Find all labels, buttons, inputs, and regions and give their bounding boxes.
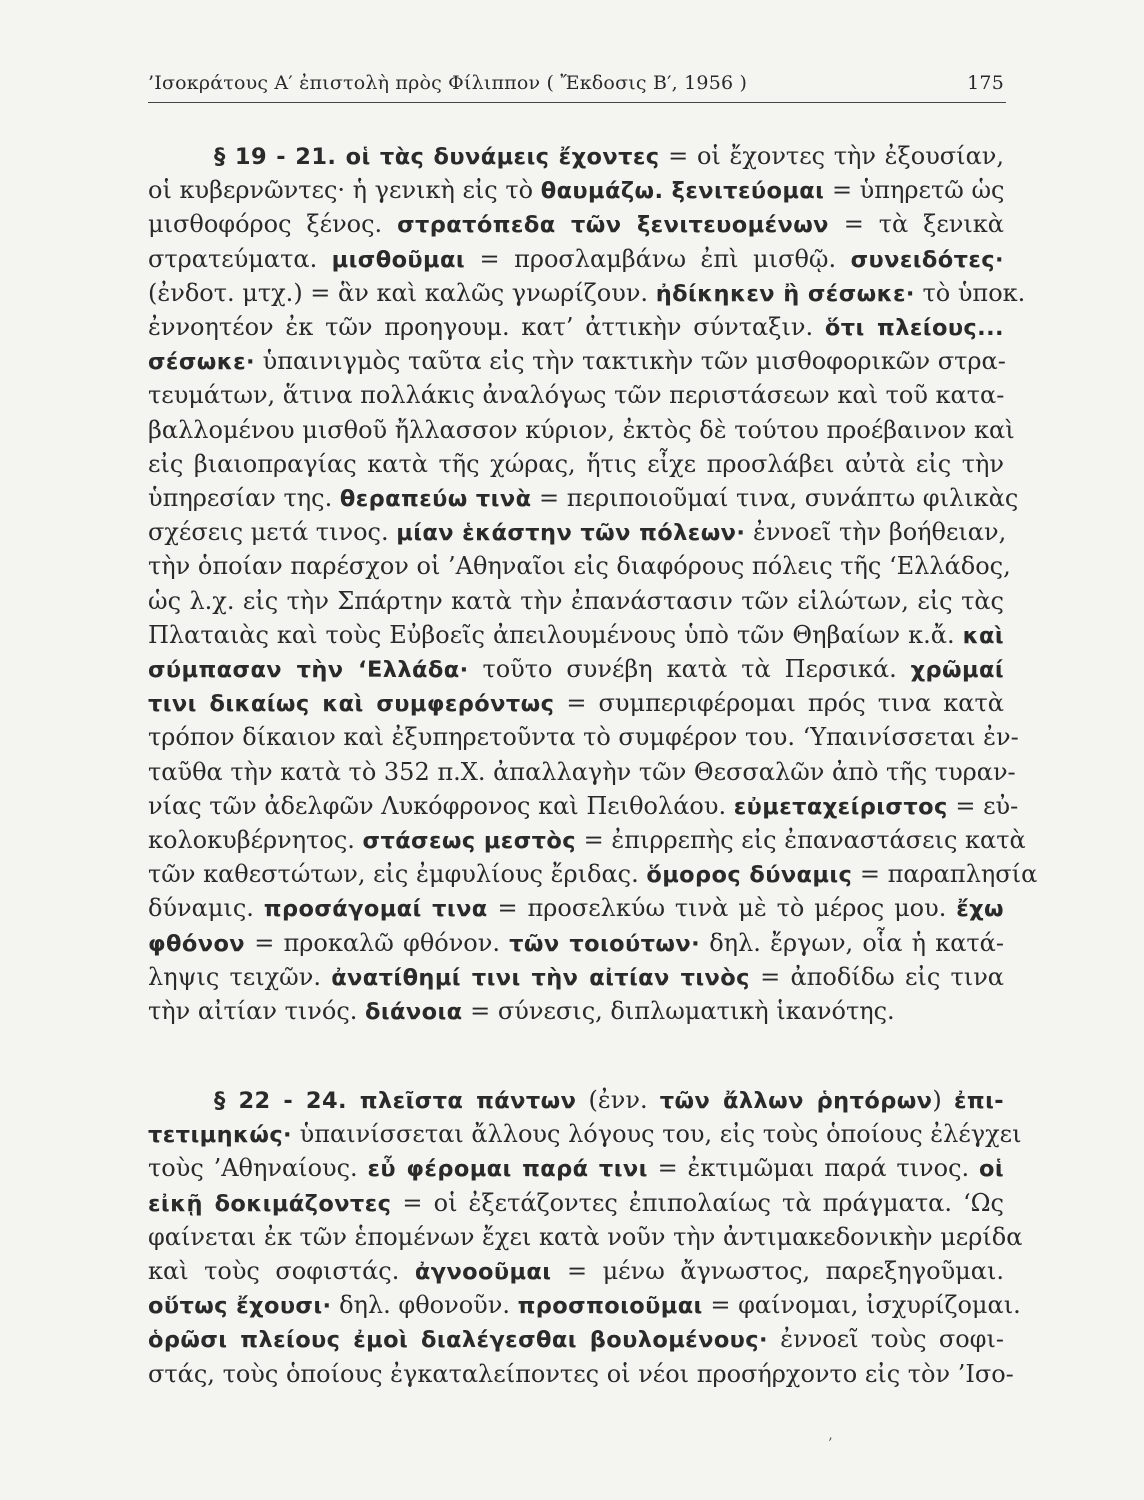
text-line: [148, 346, 1004, 376]
headword: μίαν ἑκάστην τῶν πόλεων·: [396, 520, 746, 547]
headword: ἀγνοοῦμαι: [414, 1259, 552, 1285]
headword: χρῶμαί: [910, 657, 1004, 683]
text-run: τὴν ὁποίαν παρέσχον οἱ ’Αθηναῖοι εἰς διαφόρους πόλεις τῆς ‘Ελλάδος,: [148, 552, 1011, 581]
text-line: [148, 278, 1026, 308]
text-line: [148, 654, 1004, 684]
header-rule: [148, 102, 1006, 103]
text-run: καὶ τοὺς σοφιστάς.: [148, 1257, 415, 1285]
text-run: ): [932, 1086, 954, 1114]
text-run: = ἀποδίδω εἰς τινα: [749, 962, 1004, 991]
text-line: [148, 859, 1038, 889]
headword: εἰκῇ δοκιμάζοντες: [148, 1190, 392, 1217]
headword: ἔχω: [956, 896, 1004, 923]
text-run: = οἱ ἐξετάζοντες ἐπιπολαίως τὰ πράγματα. ‘Ως: [391, 1188, 1004, 1217]
text-run: ὑπαινίσσεται ἄλλους λόγους του, εἰς τοὺς ὁποίους ἐλέγχει: [292, 1120, 1022, 1149]
text-run: σχέσεις μετά τινος.: [148, 518, 397, 547]
footer-mark: ’: [828, 1436, 833, 1452]
headword: § 22 - 24. πλεῖστα πάντων: [214, 1088, 577, 1114]
headword: τῶν ἄλλων ῥητόρων: [659, 1088, 933, 1114]
headword: ὁρῶσι πλείους ἐμοὶ διαλέγεσθαι βουλομένους·: [148, 1327, 768, 1354]
text-line: [148, 996, 1004, 1026]
text-line: [214, 1085, 1004, 1115]
text-line: [148, 1359, 1014, 1389]
text-run: = προκαλῶ φθόνον.: [245, 928, 510, 957]
text-run: δύναμις.: [148, 894, 264, 923]
text-line: [148, 244, 1004, 274]
text-line: [148, 1153, 1004, 1183]
text-line: [148, 380, 1004, 410]
text-run: = περιποιοῦμαί τινα, συνάπτω φιλικὰς: [531, 484, 1019, 512]
text-line: [148, 415, 1015, 445]
text-run: οἱ κυβερνῶντες· ἡ γενικὴ εἰς τὸ: [148, 176, 541, 205]
text-run: τοῦτο συνέβη κατὰ τὰ Περσικά.: [468, 655, 911, 683]
running-title: ’Ισοκράτους Α′ ἐπιστολὴ πρὸς Φίλιππον ( Ἔκδοσις Β′, 1956 ): [148, 72, 748, 94]
text-line: [148, 1119, 1022, 1149]
headword: ὅτι πλείους...: [824, 315, 1004, 341]
text-run: δηλ. φθονοῦν.: [331, 1291, 518, 1320]
text-run: εἰς βιαιοπραγίας κατὰ τῆς χώρας, ἥτις εἶχε προσλάβει αὐτὰ εἰς τὴν: [148, 449, 1004, 478]
text-line: [148, 928, 1004, 958]
text-line: [148, 209, 1004, 239]
text-run: τοὺς ’Αθηναίους.: [148, 1154, 368, 1183]
text-line: [148, 688, 1004, 718]
headword: προσποιοῦμαι: [517, 1293, 703, 1320]
text-run: κολοκυβέρνητος.: [148, 826, 363, 854]
headword: τετιμηκώς·: [148, 1122, 293, 1149]
text-run: (ἐνν.: [576, 1086, 660, 1114]
text-run: ληψις τειχῶν.: [148, 962, 332, 991]
text-run: στρατεύματα.: [148, 244, 332, 273]
text-run: = τὰ ξενικὰ: [828, 210, 1004, 239]
text-run: ὑπαινιγμὸς ταῦτα εἰς τὴν τακτικὴν τῶν μισθοφορικῶν στρα-: [254, 347, 1006, 376]
text-run: = σύνεσις, διπλωματικὴ ἱκανότης.: [462, 997, 895, 1025]
headword: τῶν τοιούτων·: [509, 930, 701, 957]
text-run: τὸ ὑποκ.: [914, 278, 1026, 307]
text-run: νίας τῶν ἀδελφῶν Λυκόφρονος καὶ Πειθολάου.: [148, 791, 734, 820]
text-run: δηλ. ἔργων, οἷα ἡ κατά-: [700, 928, 1004, 957]
text-run: ἐννοεῖ τοὺς σοφι-: [767, 1325, 1004, 1354]
text-line: [214, 141, 1004, 171]
headword: § 19 - 21. οἱ τὰς δυνάμεις ἔχοντες: [214, 144, 660, 170]
text-line: [148, 722, 1019, 752]
text-run: = ὑπηρετῶ ὡς: [824, 176, 1005, 205]
headword: θεραπεύω τινὰ: [339, 486, 532, 512]
text-line: [148, 449, 1004, 479]
text-line: [148, 825, 1026, 855]
headword: σέσωκε·: [148, 349, 255, 376]
text-run: = συμπεριφέρομαι πρός τινα κατὰ: [554, 689, 1005, 718]
headword: οὕτως ἔχουσι·: [148, 1293, 332, 1320]
text-run: = ἐπιρρεπὴς εἰς ἐπαναστάσεις κατὰ: [576, 826, 1026, 854]
headword: ὅμορος δύναμις: [646, 862, 853, 889]
text-run: μισθοφόρος ξένος.: [148, 210, 398, 239]
text-run: τρόπον δίκαιον καὶ ἐξυπηρετοῦντα τὸ συμφέρον του. ‘Υπαινίσσεται ἐν-: [148, 723, 1019, 752]
text-run: ταῦθα τὴν κατὰ τὸ 352 π.Χ. ἀπαλλαγὴν τῶν Θεσσαλῶν ἀπὸ τῆς τυραν-: [148, 757, 1016, 786]
text-run: τευμάτων, ἅτινα πολλάκις ἀναλόγως τῶν περιστάσεων καὶ τοῦ κατα-: [148, 381, 1005, 410]
text-run: = προσελκύω τινὰ μὲ τὸ μέρος μου.: [487, 894, 957, 923]
headword: προσάγομαί τινα: [263, 896, 488, 923]
text-run: ὡς λ.χ. εἰς τὴν Σπάρτην κατὰ τὴν ἐπανάστασιν τῶν εἱλώτων, εἰς τὰς: [148, 586, 1004, 615]
text-line: [148, 586, 1004, 616]
headword: σύμπασαν τὴν ‘Ελλάδα·: [148, 657, 469, 683]
running-header: [148, 72, 1004, 94]
text-run: τῶν καθεστώτων, εἰς ἐμφυλίους ἔριδας.: [148, 860, 647, 889]
text-line: [148, 175, 1004, 205]
headword: οἱ: [978, 1156, 1005, 1183]
page-number: 175: [967, 72, 1004, 94]
headword: καὶ: [962, 622, 1004, 649]
text-line: [148, 1256, 1004, 1286]
headword: συνειδότες·: [850, 246, 1004, 273]
text-line: [148, 893, 1004, 923]
text-run: βαλλομένου μισθοῦ ἤλλασσον κύριον, ἐκτὸς δὲ τούτου προέβαινον καὶ: [148, 415, 1015, 444]
text-run: ἐννοητέον ἐκ τῶν προηγουμ. κατ’ ἀττικὴν σύνταξιν.: [148, 313, 825, 341]
headword: φθόνον: [148, 930, 246, 957]
headword: εὖ φέρομαι παρά τινι: [367, 1156, 648, 1183]
text-line: [148, 791, 1019, 821]
headword: μισθοῦμαι: [331, 246, 466, 273]
text-line: [148, 620, 1004, 650]
headword: διάνοια: [365, 999, 463, 1025]
text-line: [148, 312, 1004, 342]
text-run: = προσλαμβάνω ἐπὶ μισθῷ.: [465, 244, 851, 273]
text-line: [148, 1290, 1021, 1320]
text-line: [148, 1324, 1004, 1354]
headword: ἠδίκηκεν ἢ σέσωκε·: [655, 280, 915, 307]
text-run: ἐννοεῖ τὴν βοήθειαν,: [745, 518, 1007, 547]
text-run: = παραπλησία: [852, 860, 1038, 889]
text-line: [148, 551, 1011, 581]
text-run: στάς, τοὺς ὁποίους ἐγκαταλείποντες οἱ νέοι προσήρχοντο εἰς τὸν ’Ισο-: [148, 1359, 1014, 1388]
text-line: [148, 757, 1016, 787]
text-line: [148, 1188, 1004, 1218]
text-run: Πλαταιὰς καὶ τοὺς Εὐβοεῖς ἀπειλουμένους ὑπὸ τῶν Θηβαίων κ.ἄ.: [148, 620, 963, 649]
text-line: [148, 962, 1004, 992]
text-run: (ἐνδοτ. μτχ.) = ἃν καὶ καλῶς γνωρίζουν.: [148, 278, 656, 307]
text-line: [148, 1222, 1023, 1252]
text-run: = φαίνομαι, ἰσχυρίζομαι.: [702, 1291, 1021, 1320]
headword: στρατόπεδα τῶν ξενιτευομένων: [397, 212, 829, 239]
text-run: φαίνεται ἐκ τῶν ἑπομένων ἔχει κατὰ νοῦν τὴν ἀντιμακεδονικὴν μερίδα: [148, 1222, 1023, 1251]
headword: στάσεως μεστὸς: [362, 828, 576, 854]
text-run: = εὐ-: [947, 791, 1019, 820]
text-run: = ἐκτιμῶμαι παρά τινος.: [647, 1154, 979, 1183]
headword: ἀνατίθημί τινι τὴν αἰτίαν τινὸς: [331, 964, 750, 991]
headword: θαυμάζω. ξενιτεύομαι: [540, 178, 825, 205]
headword: εὐμεταχείριστος: [733, 793, 948, 820]
text-run: = οἱ ἔχοντες τὴν ἐξουσίαν,: [659, 142, 1005, 170]
text-line: [148, 483, 1019, 513]
headword: τινι δικαίως καὶ συμφερόντως: [148, 691, 555, 718]
headword: ἐπι-: [953, 1088, 1004, 1114]
text-run: = μένω ἄγνωστος, παρεξηγοῦμαι.: [551, 1257, 1004, 1285]
text-run: τὴν αἰτίαν τινός.: [148, 997, 366, 1025]
text-run: ὑπηρεσίαν της.: [148, 484, 340, 512]
text-line: [148, 517, 1007, 547]
